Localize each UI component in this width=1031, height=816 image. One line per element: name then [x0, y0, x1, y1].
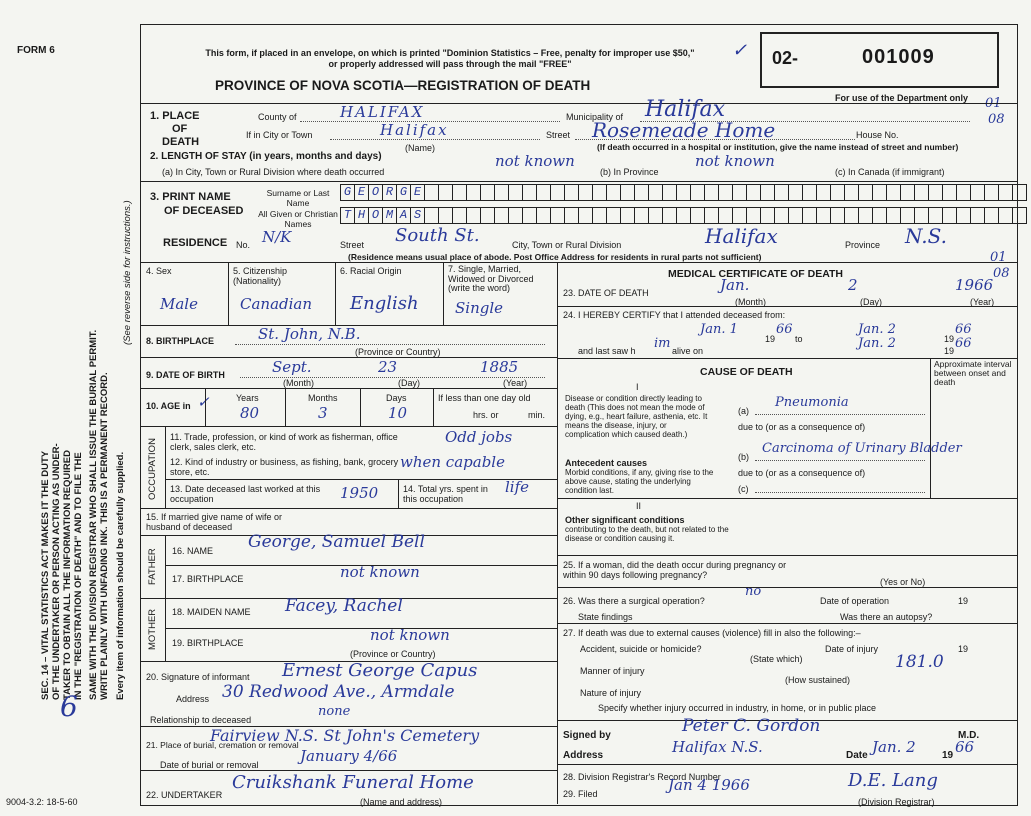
other-conditions-text: contributing to the death, but not related to the disease or condition causing it.: [565, 525, 729, 543]
given-cells: T H O M A S: [340, 207, 1027, 224]
stay-label: 2. LENGTH OF STAY (in years, months and days): [150, 151, 382, 162]
signed-label: Signed by: [563, 730, 611, 741]
side-line: Every item of information should be carefully supplied.: [115, 451, 126, 700]
last-worked-value: 1950: [340, 484, 379, 502]
father-name-label: 16. NAME: [172, 546, 214, 556]
day-caption: (Day): [398, 378, 420, 388]
year-prefix: 19: [944, 346, 955, 356]
relationship-value: none: [318, 704, 351, 719]
county-label: County of: [258, 112, 297, 122]
burial-date-label: Date of burial or removal: [160, 760, 259, 770]
last-seen-date: Jan. 2: [858, 336, 896, 351]
dob-day: 23: [378, 358, 398, 376]
mother-birthplace-label: 19. BIRTHPLACE: [172, 638, 244, 648]
physician-date-label: Date: [846, 750, 868, 761]
citizenship-label: 5. Citizenship (Nationality): [233, 266, 288, 286]
side-line: WRITE PLAINLY WITH UNFADING INK. THIS IS A PERMANENT RECORD.: [99, 372, 110, 700]
registration-number: 001009: [862, 46, 935, 68]
physician-date: Jan. 2: [872, 738, 916, 756]
registrar-signature: D.E. Lang: [848, 770, 938, 791]
burial-place: Fairview N.S. St John's Cemetery: [210, 726, 480, 745]
operation-date-label: Date of operation: [820, 596, 890, 606]
industry-value: when capable: [400, 453, 505, 471]
check-mark: ✓: [732, 40, 748, 61]
father-side-label: FATHER: [147, 548, 158, 585]
death-month: Jan.: [720, 276, 750, 294]
approx-interval-label: Approximate interval between onset and death: [934, 359, 1012, 387]
informant-address-label: Address: [176, 694, 210, 704]
house-label: House No.: [856, 130, 899, 140]
filed-label: 29. Filed: [563, 789, 598, 799]
name-caption: (Name): [405, 143, 436, 153]
residence-label: RESIDENCE: [163, 237, 228, 249]
yes-no-caption: (Yes or No): [880, 577, 926, 587]
cause-b-label: (b): [738, 452, 749, 462]
total-years-label: 14. Total yrs. spent in this occupation: [403, 484, 488, 504]
occupation-side-label: OCCUPATION: [147, 438, 158, 500]
residence-province-label: Province: [845, 240, 881, 250]
department-use-label: For use of the Department only: [835, 93, 969, 103]
place-street-value: Rosemeade Home: [592, 118, 776, 142]
days-label: Days: [386, 393, 407, 403]
side-line: SAME WITH THE DIVISION REGISTRAR WHO SHALL ISSUE THE BURIAL PERMIT.: [88, 329, 99, 700]
death-date-label: 23. DATE OF DEATH: [563, 288, 649, 298]
last-seen-label: and last saw h: [578, 346, 636, 356]
medical-title: MEDICAL CERTIFICATE OF DEATH: [668, 268, 843, 280]
physician-date-year: 66: [955, 738, 975, 756]
side-line: OF THE UNDERTAKER OR PERSON ACTING AS UNDER-: [51, 443, 62, 700]
accident-label: Accident, suicide or homicide?: [580, 644, 702, 654]
age-label: 10. AGE in: [146, 401, 191, 411]
due-to-label: due to (or as a consequence of): [738, 422, 866, 432]
mother-maiden: Facey, Rachel: [285, 596, 403, 616]
side-line: TAKER TO OBTAIN ALL THE INFORMATION REQUIRED: [62, 450, 73, 700]
surname-cells: G E O R G E: [340, 184, 1027, 201]
department-code: 01: [985, 96, 1002, 111]
cause-a-value: Pneumonia: [775, 395, 849, 410]
certify-label: 24. I HEREBY CERTIFY that I attended deceased from:: [563, 310, 786, 320]
last-worked-label: 13. Date deceased last worked at this occupation: [170, 484, 321, 504]
injury-date-label: Date of injury: [825, 644, 879, 654]
trade-label: 11. Trade, profession, or kind of work as fisherman, office clerk, sales clerk, etc.: [170, 432, 398, 452]
year-caption: (Year): [503, 378, 528, 388]
residence-no: N/K: [262, 228, 292, 246]
footer-code: 9004-3.2: 18-5-60: [6, 797, 78, 807]
street-label: Street: [546, 130, 571, 140]
municipality-label: Municipality of: [566, 112, 624, 122]
md-label: M.D.: [958, 730, 980, 741]
marital-label: 7. Single, Married, Widowed or Divorced (write the word): [448, 264, 534, 293]
residence-street: South St.: [395, 225, 480, 246]
nature-label: Nature of injury: [580, 688, 642, 698]
day-caption: (Day): [860, 297, 882, 307]
last-seen-year: 66: [955, 336, 972, 351]
informant-address: 30 Redwood Ave., Armdale: [222, 682, 455, 702]
physician-address-label: Address: [563, 750, 604, 761]
residence-note: (Residence means usual place of abode. Post Office Address for residents in rural parts not sufficient): [348, 252, 762, 262]
place-label: 1. PLACE OF DEATH: [150, 110, 200, 148]
hrs-label: hrs. or: [473, 410, 499, 420]
form-title: PROVINCE OF NOVA SCOTIA—REGISTRATION OF DEATH: [215, 78, 591, 93]
year-prefix: 19: [958, 644, 969, 654]
mother-side-label: MOTHER: [147, 608, 158, 650]
dob-label: 9. DATE OF BIRTH: [146, 370, 225, 380]
attended-to: Jan. 2: [858, 322, 896, 337]
disease-label: Disease or condition directly leading to death (This does not mean the mode of dying, e.g., heart failure, asthenia, etc. It means the disease, injury, or complication which caused death.): [565, 394, 708, 439]
filed-date: Jan 4 1966: [668, 776, 750, 794]
pregnancy-question: 25. If a woman, did the death occur during pregnancy or within 90 days following pregnancy?: [563, 560, 787, 580]
attended-from-year: 66: [776, 322, 793, 337]
due-to-label: due to (or as a consequence of): [738, 468, 866, 478]
physician-signature: Peter C. Gordon: [682, 716, 821, 736]
other-conditions-label: Other significant conditions: [565, 515, 685, 525]
burial-place-label: 21. Place of burial, cremation or removal: [146, 740, 299, 750]
external-causes-label: 27. If death was due to external causes (violence) fill in also the following:–: [563, 628, 861, 638]
side-mark: 6: [60, 690, 78, 723]
years-label: Years: [236, 393, 259, 403]
city-value: Halifax: [380, 121, 449, 139]
informant-sig-label: 20. Signature of informant: [146, 672, 250, 682]
total-years-value: life: [505, 478, 530, 496]
citizenship-value: Canadian: [240, 295, 313, 313]
dob-month: Sept.: [272, 358, 312, 376]
side-line: IN THE "REGISTRATION OF DEATH" AND TO FILE THE: [73, 452, 84, 700]
surgery-value: no: [745, 584, 762, 599]
death-year: 1966: [955, 276, 994, 294]
industry-label: 12. Kind of industry or business, as fishing, bank, grocery store, etc.: [170, 457, 399, 477]
cause-c-label: (c): [738, 484, 749, 494]
side-line: SEC. 14 – VITAL STATISTICS ACT MAKES IT THE DUTY: [40, 450, 51, 700]
undertaker-caption: (Name and address): [360, 797, 443, 807]
min-label: min.: [528, 410, 546, 420]
birthplace-value: St. John, N.B.: [258, 325, 361, 343]
death-day: 2: [848, 276, 858, 294]
age-check: ✓: [197, 393, 210, 411]
year-prefix: 19: [942, 750, 954, 761]
residence-no-label: No.: [236, 240, 251, 250]
part-two-label: II: [636, 501, 642, 511]
cause-a-label: (a): [738, 406, 749, 416]
registrar-caption: (Division Registrar): [858, 797, 935, 807]
side-line: (See reverse side for instructions.): [122, 200, 133, 345]
sex-value: Male: [160, 295, 198, 313]
age-years: 80: [240, 404, 260, 422]
sex-label: 4. Sex: [146, 266, 172, 276]
attended-to-year: 66: [955, 322, 972, 337]
attended-from: Jan. 1: [700, 322, 738, 337]
residence-province: N.S.: [905, 224, 947, 248]
manner-label: Manner of injury: [580, 666, 645, 676]
age-months: 3: [318, 404, 328, 422]
registration-prefix: 02-: [772, 48, 799, 68]
stay-a-label: (a) In City, Town or Rural Division where death occurred: [162, 167, 385, 177]
stay-c-label: (c) In Canada (if immigrant): [835, 167, 945, 177]
marital-value: Single: [455, 299, 504, 317]
undertaker-value: Cruikshank Funeral Home: [232, 772, 474, 793]
less-label: If less than one day old: [438, 393, 531, 403]
part-one-label: I: [636, 382, 639, 392]
undertaker-label: 22. UNDERTAKER: [146, 790, 223, 800]
racial-value: English: [350, 293, 419, 314]
year-caption: (Year): [970, 297, 995, 307]
racial-label: 6. Racial Origin: [340, 266, 402, 276]
state-which-caption: (State which): [750, 654, 803, 664]
father-birthplace-label: 17. BIRTHPLACE: [172, 574, 244, 584]
year-prefix: 19: [944, 334, 955, 344]
cause-title: CAUSE OF DEATH: [700, 366, 793, 378]
specify-label: Specify whether injury occurred in industry, in home, or in public place: [598, 703, 876, 713]
relationship-label: Relationship to deceased: [150, 715, 252, 725]
mother-caption: (Province or Country): [350, 649, 436, 659]
city-label: If in City or Town: [246, 130, 313, 140]
how-sustained-caption: (How sustained): [785, 675, 851, 685]
year-prefix: 19: [765, 334, 776, 344]
mother-maiden-label: 18. MAIDEN NAME: [172, 607, 251, 617]
manner-value: 181.0: [895, 652, 944, 672]
year-prefix: 19: [958, 596, 969, 606]
alive-label: alive on: [672, 346, 704, 356]
department-code: 08: [988, 112, 1005, 127]
months-label: Months: [308, 393, 338, 403]
surgery-question: 26. Was there a surgical operation?: [563, 596, 705, 606]
county-value: HALIFAX: [340, 103, 425, 121]
month-caption: (Month): [283, 378, 315, 388]
age-days: 10: [388, 404, 408, 422]
last-seen-pronoun: im: [654, 336, 671, 351]
stay-b-value: not known: [695, 152, 775, 170]
residence-city-label: City, Town or Rural Division: [512, 240, 622, 250]
informant-signature: Ernest George Capus: [282, 660, 478, 681]
dob-year: 1885: [480, 358, 519, 376]
antecedent-label: Antecedent causes: [565, 458, 648, 468]
father-name: George, Samuel Bell: [248, 532, 425, 552]
given-label: All Given or Christian Names: [258, 209, 338, 229]
residence-city: Halifax: [705, 224, 778, 248]
cause-b-value: Carcinoma of Urinary Bladder: [762, 441, 962, 456]
birthplace-label: 8. BIRTHPLACE: [146, 336, 215, 346]
registration-number-box: [760, 32, 999, 88]
place-note: (If death occurred in a hospital or institution, give the name instead of street and number): [597, 142, 959, 152]
burial-date: January 4/66: [300, 747, 398, 765]
birthplace-caption: (Province or Country): [355, 347, 441, 357]
physician-address: Halifax N.S.: [672, 738, 763, 756]
mother-birthplace: not known: [370, 626, 450, 644]
spouse-label: 15. If married give name of wife or husband of deceased: [146, 512, 283, 532]
to-label: to: [795, 334, 803, 344]
department-code: 08: [993, 266, 1010, 281]
header-note: This form, if placed in an envelope, on which is printed "Dominion Statistics – Free, penalty for improper use $50," or properly addressed will pass through the mail "FREE": [205, 48, 695, 69]
surname-label: Surname or Last Name: [266, 188, 330, 208]
trade-value: Odd jobs: [445, 428, 513, 446]
state-findings-label: State findings: [578, 612, 633, 622]
registrar-number-label: 28. Division Registrar's Record Number: [563, 772, 721, 782]
father-birthplace: not known: [340, 563, 420, 581]
stay-a-value: not known: [495, 152, 575, 170]
autopsy-label: Was there an autopsy?: [840, 612, 933, 622]
form-label: FORM 6: [17, 45, 55, 56]
name-section-label: 3. PRINT NAME OF DECEASED: [150, 191, 244, 217]
department-code: 01: [990, 250, 1007, 265]
municipality-value: Halifax: [645, 97, 726, 122]
month-caption: (Month): [735, 297, 767, 307]
residence-street-label: Street: [340, 240, 365, 250]
antecedent-text: Morbid conditions, if any, giving rise to the above cause, stating the underlying condition last.: [565, 468, 714, 495]
stay-b-label: (b) In Province: [600, 167, 659, 177]
